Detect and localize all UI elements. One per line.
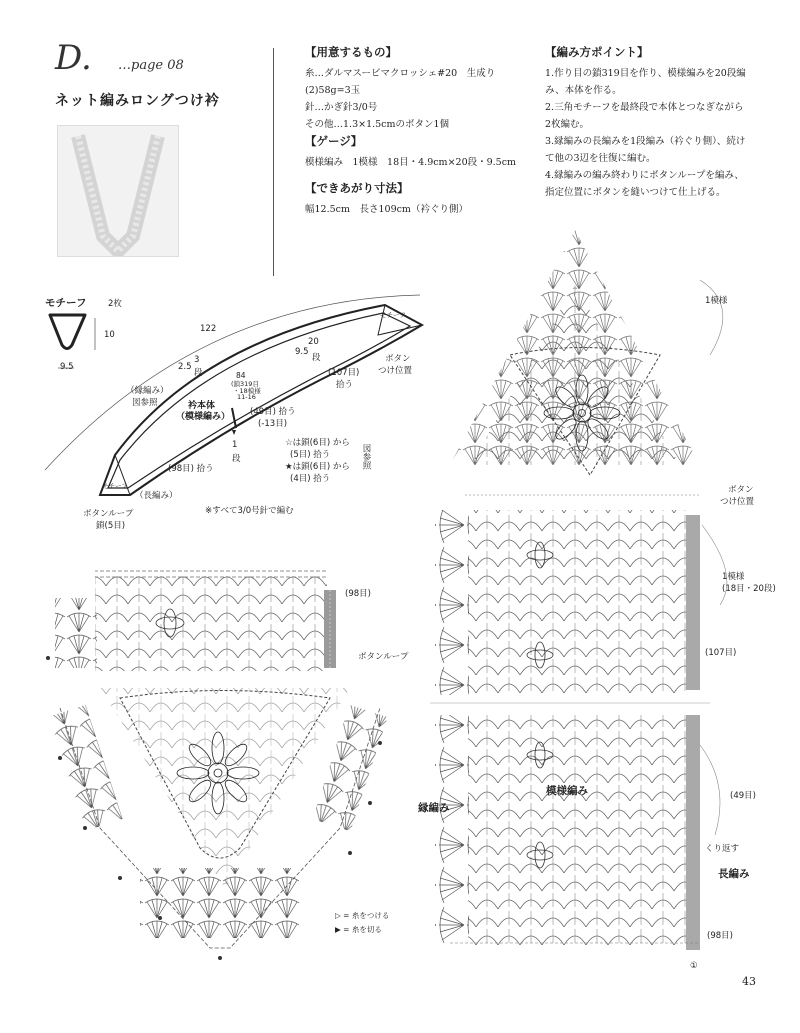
points-line: 1.作り目の鎖319目を作り、模様編みを20段編 bbox=[545, 68, 746, 79]
left-crochet-chart bbox=[40, 568, 400, 968]
dim-9-5: 9.5 bbox=[295, 347, 309, 357]
motif-triangle-shape bbox=[50, 315, 85, 349]
pick-49: (49目) 拾う bbox=[250, 407, 296, 417]
gauge-section bbox=[305, 133, 525, 171]
body-mesh-upper bbox=[468, 510, 688, 695]
right-one-pattern: 1模様 bbox=[705, 296, 728, 306]
motif-height: 10 bbox=[104, 330, 115, 340]
long-stitch-label: （長編み） bbox=[135, 491, 178, 501]
note-1: ☆は鎖(6目) から bbox=[285, 438, 350, 448]
right-circle-1: ① bbox=[690, 961, 698, 971]
left-edge-fans bbox=[55, 598, 97, 668]
motif-count: 2枚 bbox=[108, 299, 122, 309]
materials-heading: 【用意するもの】 bbox=[305, 45, 397, 59]
triangle-mesh bbox=[100, 688, 350, 888]
pattern-label: （模様編み） bbox=[176, 412, 231, 422]
right-edge-label: 縁編み bbox=[418, 802, 450, 814]
materials-line: 針…かぎ針3/0号 bbox=[305, 102, 378, 113]
points-heading: 【編み方ポイント】 bbox=[545, 45, 649, 59]
lower-left-fans bbox=[47, 705, 122, 831]
page-title: ネット編みロングつけ衿 bbox=[55, 93, 220, 109]
foundation-2: ・18模様 bbox=[233, 387, 261, 395]
points-line: 2.三角モチーフを最終段で本体とつなぎながら bbox=[545, 102, 744, 113]
right-long-stitch: 長編み bbox=[718, 868, 750, 880]
page-reference: …page 08 bbox=[118, 58, 184, 73]
body-edge-upper bbox=[686, 515, 700, 690]
see-chart: 図参照 bbox=[132, 398, 158, 408]
long-stitch-edge bbox=[324, 590, 336, 668]
points-line: 2枚編む。 bbox=[545, 119, 590, 130]
button-loop-chain: 鎖(5目) bbox=[96, 521, 126, 531]
right-crochet-chart bbox=[410, 225, 740, 975]
foundation-3: 11-16 bbox=[237, 393, 256, 401]
lace-collar-thumbnail bbox=[58, 126, 178, 256]
legend-cut-yarn: ▶ = 糸を切る bbox=[335, 925, 382, 934]
materials-line: (2)58g=3玉 bbox=[305, 85, 361, 96]
body-left-fans-lower bbox=[435, 715, 469, 945]
points-section bbox=[545, 44, 785, 201]
right-repeat: くり返す bbox=[705, 844, 740, 854]
body-label: 衿本体 bbox=[188, 401, 216, 411]
left-chart-button-loop: ボタンループ bbox=[358, 652, 409, 662]
gauge-heading: 【ゲージ】 bbox=[305, 134, 363, 148]
note-2: ★は鎖(6目) から bbox=[285, 462, 350, 472]
right-stitch-49: (49目) bbox=[730, 791, 756, 801]
right-button-pos-1: ボタン bbox=[728, 485, 754, 495]
legend-attach-yarn: ▷ = 糸をつける bbox=[335, 911, 390, 920]
pattern-letter: D. bbox=[55, 38, 92, 78]
all-needle-note: ※すべて3/0号針で編む bbox=[205, 506, 294, 516]
length-label: 122 bbox=[200, 324, 217, 334]
left-chart-stitch-98: (98目) bbox=[345, 589, 371, 599]
body-mesh-lower bbox=[468, 715, 688, 945]
motif-label: モチーフ bbox=[45, 297, 87, 309]
motif-tag-right: モチーフ bbox=[380, 311, 406, 319]
points-line: 指定位置にボタンを縫いつけて仕上げる。 bbox=[545, 187, 726, 198]
direction-arrow bbox=[232, 408, 236, 428]
points-line: 3.縁編みの長編みを1段編み（衿ぐり側）、続け bbox=[545, 136, 746, 147]
right-button-pos-2: つけ位置 bbox=[720, 497, 755, 507]
right-one-pattern-2: 1模様 bbox=[722, 572, 745, 582]
dim-84: 84 bbox=[236, 371, 246, 380]
foundation-1: (鎖319目 bbox=[231, 380, 259, 388]
button-loop-label: ボタンループ bbox=[83, 509, 134, 519]
note-1b: (5目) 拾う bbox=[290, 450, 331, 460]
materials-section bbox=[305, 44, 525, 133]
dim-1: 1 bbox=[232, 440, 238, 450]
header-divider bbox=[273, 48, 274, 276]
dim-3-unit: 段 bbox=[194, 368, 203, 378]
dim-1-unit: 段 bbox=[232, 454, 241, 464]
right-rows: (18目・20段) bbox=[722, 584, 776, 594]
right-stitch-107: (107目) bbox=[705, 648, 737, 658]
points-line: み、本体を作る。 bbox=[545, 85, 622, 96]
pick-minus-13: (-13目) bbox=[258, 419, 288, 429]
gauge-line: 模様編み 1模様 18目・4.9cm×20段・9.5cm bbox=[305, 157, 517, 168]
edge-row bbox=[95, 570, 327, 578]
size-section bbox=[305, 180, 525, 218]
points-line: 4.縁編みの編み終わりにボタンループを編み、 bbox=[545, 170, 744, 181]
button-position-2: つけ位置 bbox=[378, 366, 413, 376]
direction-arrowhead bbox=[232, 430, 236, 435]
mesh-band bbox=[95, 576, 327, 671]
materials-line: その他…1.3×1.5cmのボタン1個 bbox=[305, 119, 450, 130]
motif-width: 9.5 bbox=[60, 362, 74, 372]
bottom-fans bbox=[140, 868, 300, 938]
note-2b: (4目) 拾う bbox=[290, 474, 331, 484]
right-pattern-label: 模様編み bbox=[546, 785, 588, 797]
product-photo bbox=[57, 125, 179, 257]
pick-107: (107目) bbox=[328, 368, 360, 378]
body-left-fans-upper bbox=[435, 510, 469, 695]
right-stitch-98: (98目) bbox=[707, 931, 733, 941]
motif-tag-left: モチーフ bbox=[102, 482, 128, 490]
dim-3: 3 bbox=[194, 355, 200, 365]
size-line: 幅12.5cm 長さ109cm（衿ぐり側） bbox=[305, 204, 468, 215]
pick-98: (98目) 拾う bbox=[168, 464, 214, 474]
dim-rows-unit: 段 bbox=[312, 353, 321, 363]
points-line: て他の3辺を往復に編む。 bbox=[545, 153, 656, 164]
dim-2-5: 2.5 bbox=[178, 362, 192, 372]
size-heading: 【できあがり寸法】 bbox=[305, 181, 409, 195]
dim-20: 20 bbox=[308, 337, 319, 347]
body-edge-lower bbox=[686, 715, 700, 950]
button-position-1: ボタン bbox=[385, 354, 411, 364]
page-number: 43 bbox=[742, 975, 756, 988]
edge-label: （縁編み） bbox=[126, 386, 169, 396]
materials-line: 糸…ダルマスービマクロッシェ#20 生成り bbox=[305, 68, 496, 79]
pick-107-b: 拾う bbox=[336, 380, 354, 390]
see-chart-2: 図参照 bbox=[361, 444, 371, 470]
